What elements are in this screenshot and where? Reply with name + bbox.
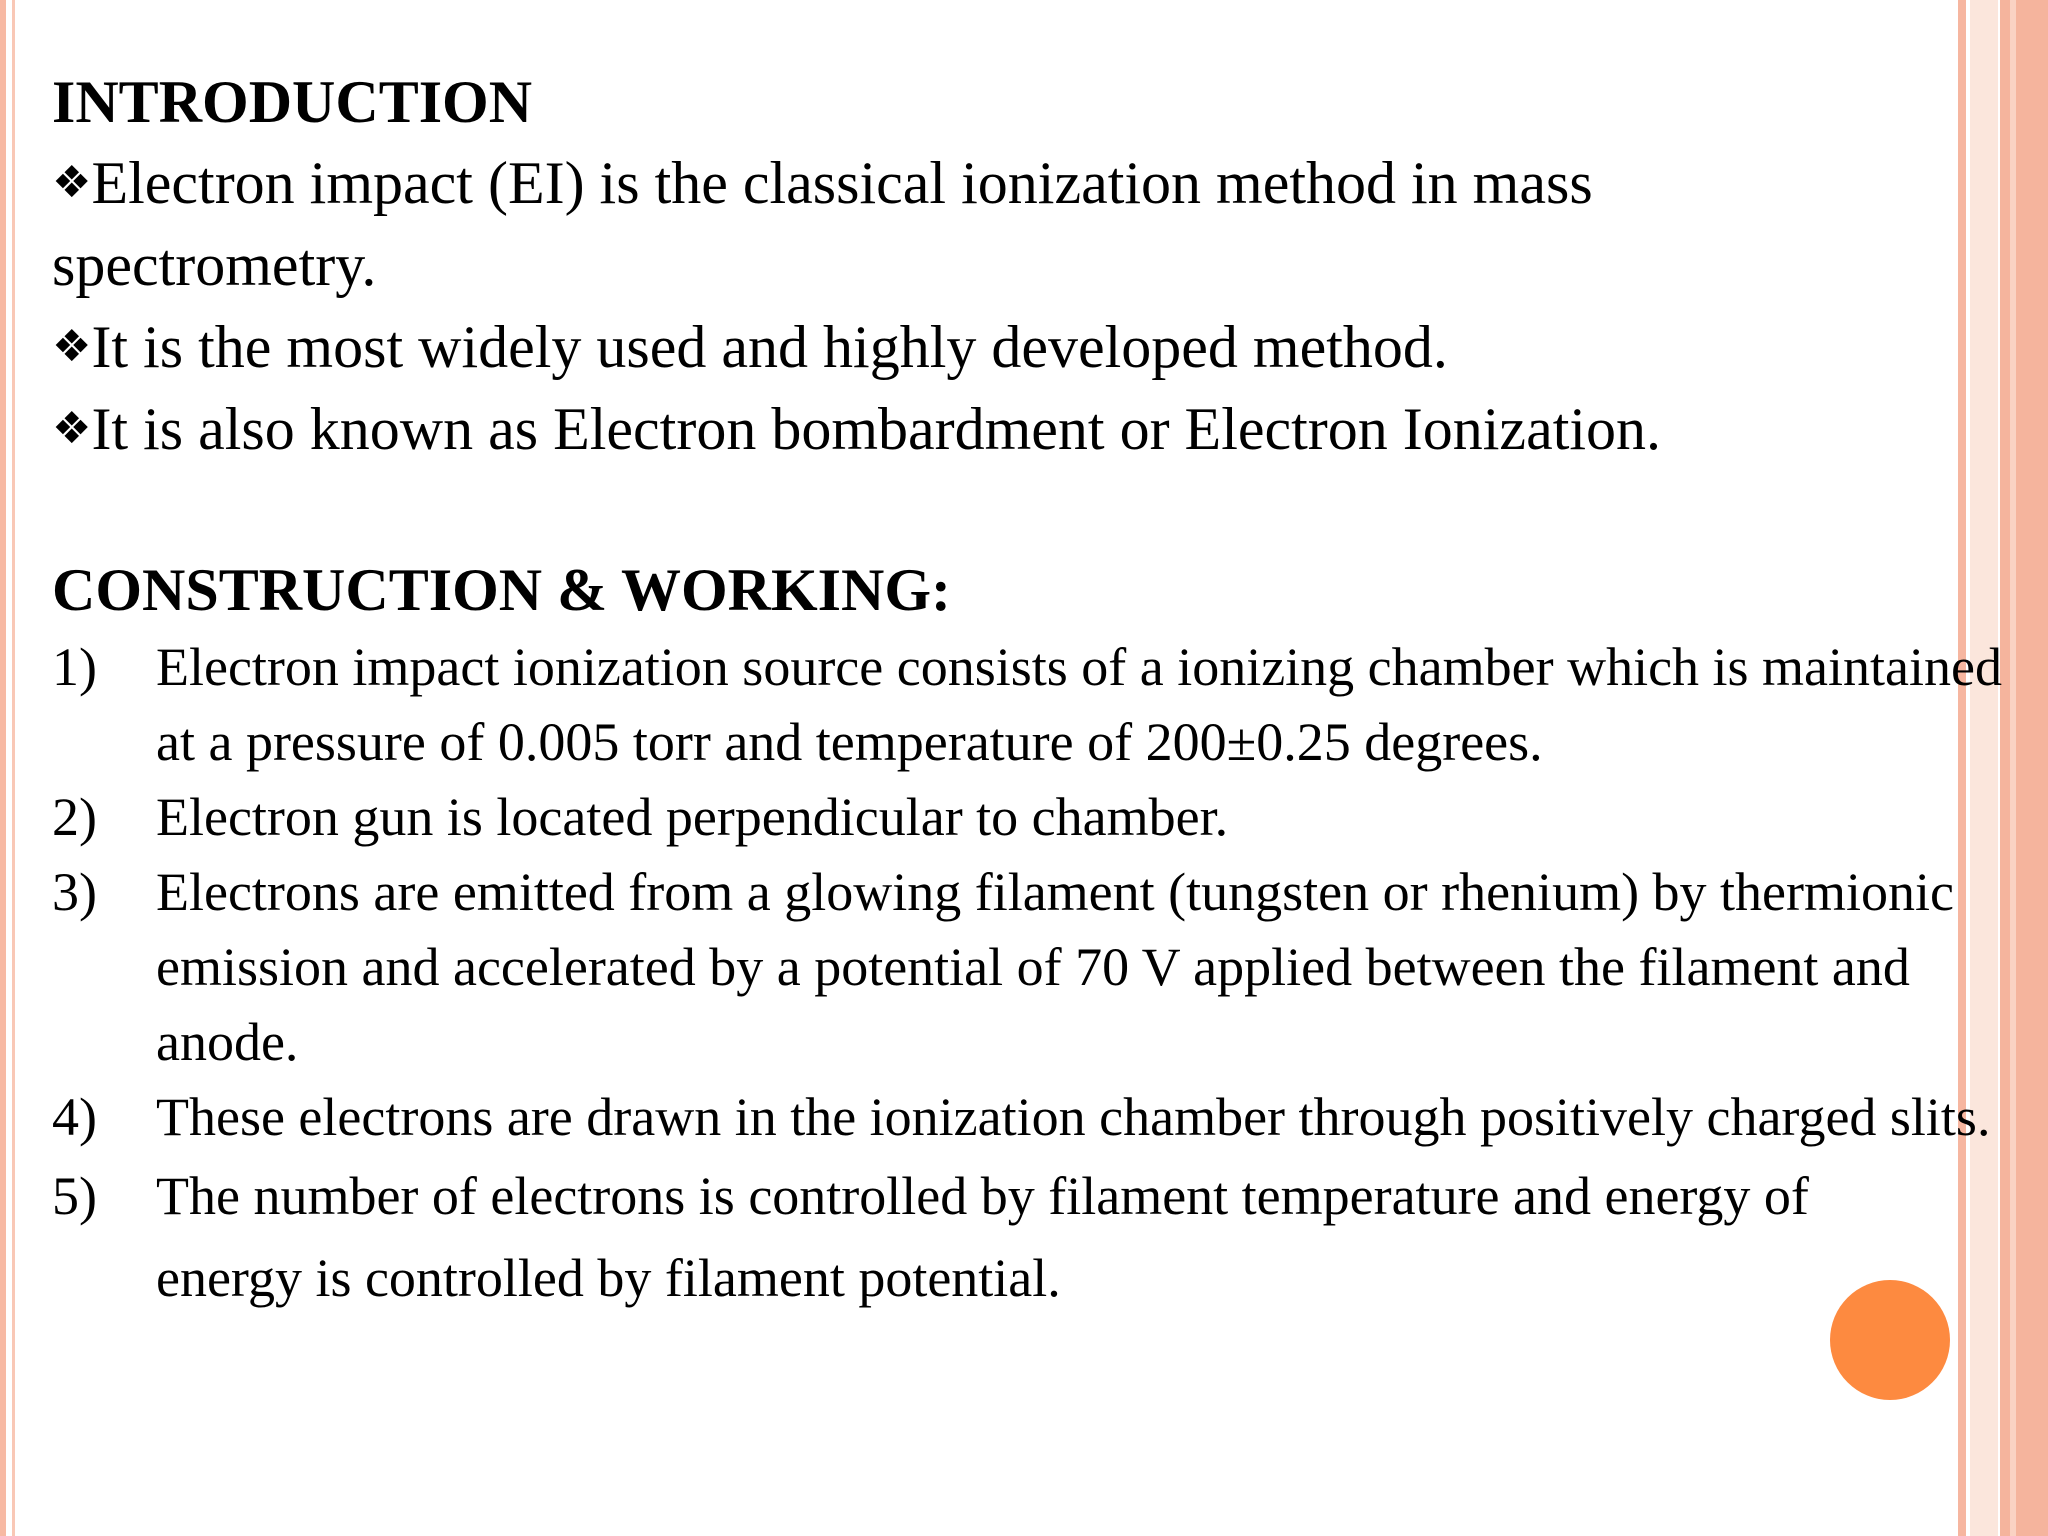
left-border-stripe [12, 0, 15, 1536]
construction-heading: CONSTRUCTION & WORKING: [52, 557, 951, 623]
intro-bullet-text: Electron impact (EI) is the classical ionization method in mass spectrometry. [52, 150, 1593, 298]
step-number: 3) [52, 862, 97, 922]
list-item [52, 1080, 2006, 1155]
diamond-bullet-icon: ❖ [52, 157, 92, 208]
introduction-heading: INTRODUCTION [52, 69, 533, 135]
step-text: Electron gun is located perpendicular to chamber. [156, 787, 1229, 847]
step-text: Electrons are emitted from a glowing filament (tungsten or rhenium) by thermionic emission and accelerated by a potential of 70 V applied between the filament and anode. [156, 862, 1954, 1072]
step-number: 1) [52, 637, 97, 697]
list-item [52, 855, 2006, 1080]
list-item [52, 780, 1952, 855]
right-border-stripe [2010, 0, 2016, 1536]
step-number: 5) [52, 1166, 97, 1226]
slide-content [52, 62, 2002, 1319]
list-item [52, 630, 2006, 780]
step-number: 4) [52, 1087, 97, 1147]
diamond-bullet-icon: ❖ [52, 403, 92, 454]
left-border-bar [0, 0, 6, 1536]
intro-bullet [52, 388, 1952, 470]
construction-steps-list [52, 630, 2002, 1319]
diamond-bullet-icon: ❖ [52, 321, 92, 372]
step-number: 2) [52, 787, 97, 847]
intro-bullet [52, 306, 1952, 388]
section-spacer [52, 470, 1952, 550]
list-item [52, 1155, 1896, 1319]
intro-bullet [52, 142, 1852, 306]
intro-bullet-text: It is also known as Electron bombardment or Electron Ionization. [91, 396, 1662, 462]
orange-circle-decoration [1830, 1280, 1950, 1400]
step-text: The number of electrons is controlled by filament temperature and energy of energy is controlled by filament potential. [156, 1166, 1809, 1308]
intro-bullet-text: It is the most widely used and highly developed method. [91, 314, 1448, 380]
step-text: Electron impact ionization source consists of a ionizing chamber which is maintained at a pressure of 0.005 torr and temperature of 200±0.25 degrees. [156, 637, 2002, 772]
right-border-edge [2000, 0, 2048, 1536]
step-text: These electrons are drawn in the ionization chamber through positively charged slits. [156, 1087, 1991, 1147]
